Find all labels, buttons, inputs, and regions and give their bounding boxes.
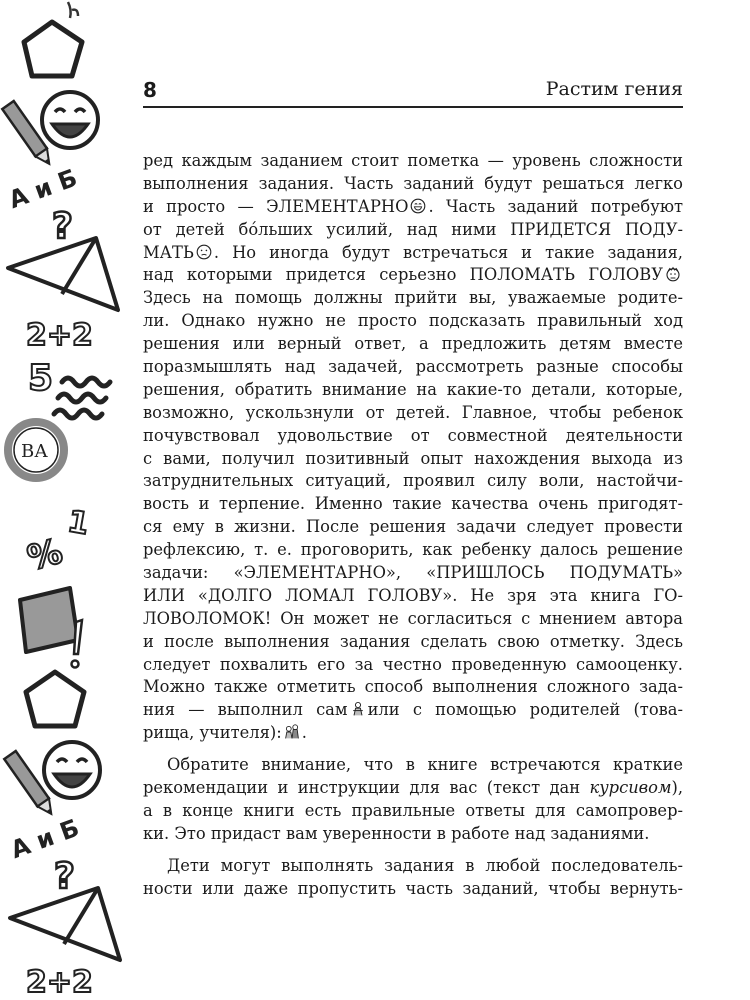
triangle-icon <box>10 888 120 960</box>
text-line: и после выполнения задания сделать свою отметку. Здесь <box>143 631 683 651</box>
text-line: ред каждым заданием стоит пометка — уровень сложности <box>143 151 683 170</box>
svg-text:1: 1 <box>64 504 92 543</box>
page-header <box>143 78 683 104</box>
scribble-icon <box>68 2 78 18</box>
question-mark-icon: ? <box>54 856 75 897</box>
text-line <box>143 699 683 722</box>
text-span: . <box>301 723 307 743</box>
pentagon-icon <box>24 22 82 76</box>
text-line: поразмышлять над задачей, рассмотреть разные способы <box>143 357 683 377</box>
text-line <box>143 264 683 287</box>
text-line: ности или даже пропустить часть заданий, чтобы вернуть- <box>143 878 683 898</box>
text-span: рища, учителя): <box>143 723 282 743</box>
question-mark-icon: ? <box>52 206 73 247</box>
text-line <box>143 777 683 800</box>
smiley-icon <box>42 92 98 148</box>
percent-one-icon <box>23 504 91 579</box>
text-line: задачи: «ЭЛЕМЕНТАРНО», «ПРИШЛОСЬ ПОДУМАТЬ» <box>143 563 683 583</box>
text-span: или с помощью родителей (това- <box>367 700 683 720</box>
text-line: следует похвалить его за честно проведенную самооценку. <box>143 654 683 674</box>
italic-span: курсивом <box>589 778 672 798</box>
text-span: . Но иногда будут встречаться и такие задания, <box>213 242 683 262</box>
text-span: ния — выполнил сам <box>143 700 348 720</box>
triangle-icon <box>8 238 118 310</box>
text-line: выполнения задания. Часть заданий будут решаться легко <box>143 173 683 193</box>
text-line: Обратите внимание, что в книге встречаются краткие <box>167 755 683 775</box>
square-icon <box>20 588 78 652</box>
letters-a-i-b-icon: А и Б <box>7 813 83 865</box>
body-text <box>143 150 683 901</box>
child-alone-icon <box>350 701 366 717</box>
letters-a-i-b-icon: А и Б <box>5 163 81 215</box>
head-scratching-face-icon <box>665 266 681 282</box>
text-line: ся ему в жизни. После решения задачи следует провести <box>143 517 683 537</box>
grinning-face-icon <box>410 198 426 214</box>
smiley-icon <box>44 742 100 798</box>
text-line: почувствовал удовольствие от совместной деятельности <box>143 425 683 445</box>
text-line: вость и терпение. Именно такие качества очень пригодят- <box>143 494 683 514</box>
text-line <box>143 722 683 745</box>
text-line: ки. Это придаст вам уверенности в работе над заданиями. <box>143 823 650 843</box>
text-line <box>143 242 683 265</box>
text-line: решения или верный ответ, а предложить детям вместе <box>143 334 683 354</box>
text-line: с вами, получил позитивный опыт нахождения выхода из <box>143 448 683 468</box>
text-line: Дети могут выполнять задания в любой последователь- <box>167 855 683 875</box>
decorative-sidebar <box>0 0 130 1000</box>
text-span: рекомендации и инструкции для вас (текст дан <box>143 778 590 798</box>
text-line: от детей бóльших усилий, над ними ПРИДЕТСЯ ПОДУ- <box>143 219 683 239</box>
text-span: ), <box>671 778 683 798</box>
two-plus-two-icon: 2+2 <box>26 965 93 1000</box>
svg-text:%: % <box>23 531 67 579</box>
running-title: Растим гения <box>545 78 683 100</box>
page-number: 8 <box>143 78 157 102</box>
text-line: решения, обратить внимание на какие-то детали, которые, <box>143 379 683 399</box>
text-line: рефлексию, т. е. проговорить, как ребенку далось решение <box>143 540 683 560</box>
text-span: над которыми придется серьезно ПОЛОМАТЬ ГОЛОВУ <box>143 265 663 285</box>
header-rule <box>143 106 683 108</box>
digit-five-icon: 5 <box>28 358 54 399</box>
ba-circle-icon <box>8 422 64 478</box>
text-line: Здесь на помощь должны прийти вы, уважаемые родите- <box>143 288 683 308</box>
text-line: ЛОВОЛОМОК! Он может не согласиться с мнением автора <box>143 608 683 628</box>
text-line: ли. Однако нужно не просто подсказать правильный ход <box>143 311 683 331</box>
child-with-adult-icon <box>284 724 300 740</box>
text-span: и просто — ЭЛЕМЕНТАРНО <box>143 196 409 216</box>
two-plus-two-icon: 2+2 <box>26 318 93 353</box>
pentagon-icon <box>26 672 84 726</box>
text-span: МАТЬ <box>143 242 194 262</box>
text-span: . Часть заданий потребуют <box>428 196 683 216</box>
text-line <box>143 196 683 219</box>
text-line: Можно также отметить способ выполнения сложного зада- <box>143 677 683 697</box>
text-line: ИЛИ «ДОЛГО ЛОМАЛ ГОЛОВУ». Не зря эта книга ГО- <box>143 585 683 605</box>
text-line: а в конце книги есть правильные ответы для самопровер- <box>143 800 683 820</box>
text-line: возможно, ускользнули от детей. Главное, чтобы ребенок <box>143 402 683 422</box>
wavy-lines-icon <box>54 378 110 418</box>
text-line: затруднительных ситуаций, проявил силу воли, настойчи- <box>143 471 683 491</box>
thinking-face-icon <box>196 244 212 260</box>
svg-text:ВА: ВА <box>21 441 48 462</box>
